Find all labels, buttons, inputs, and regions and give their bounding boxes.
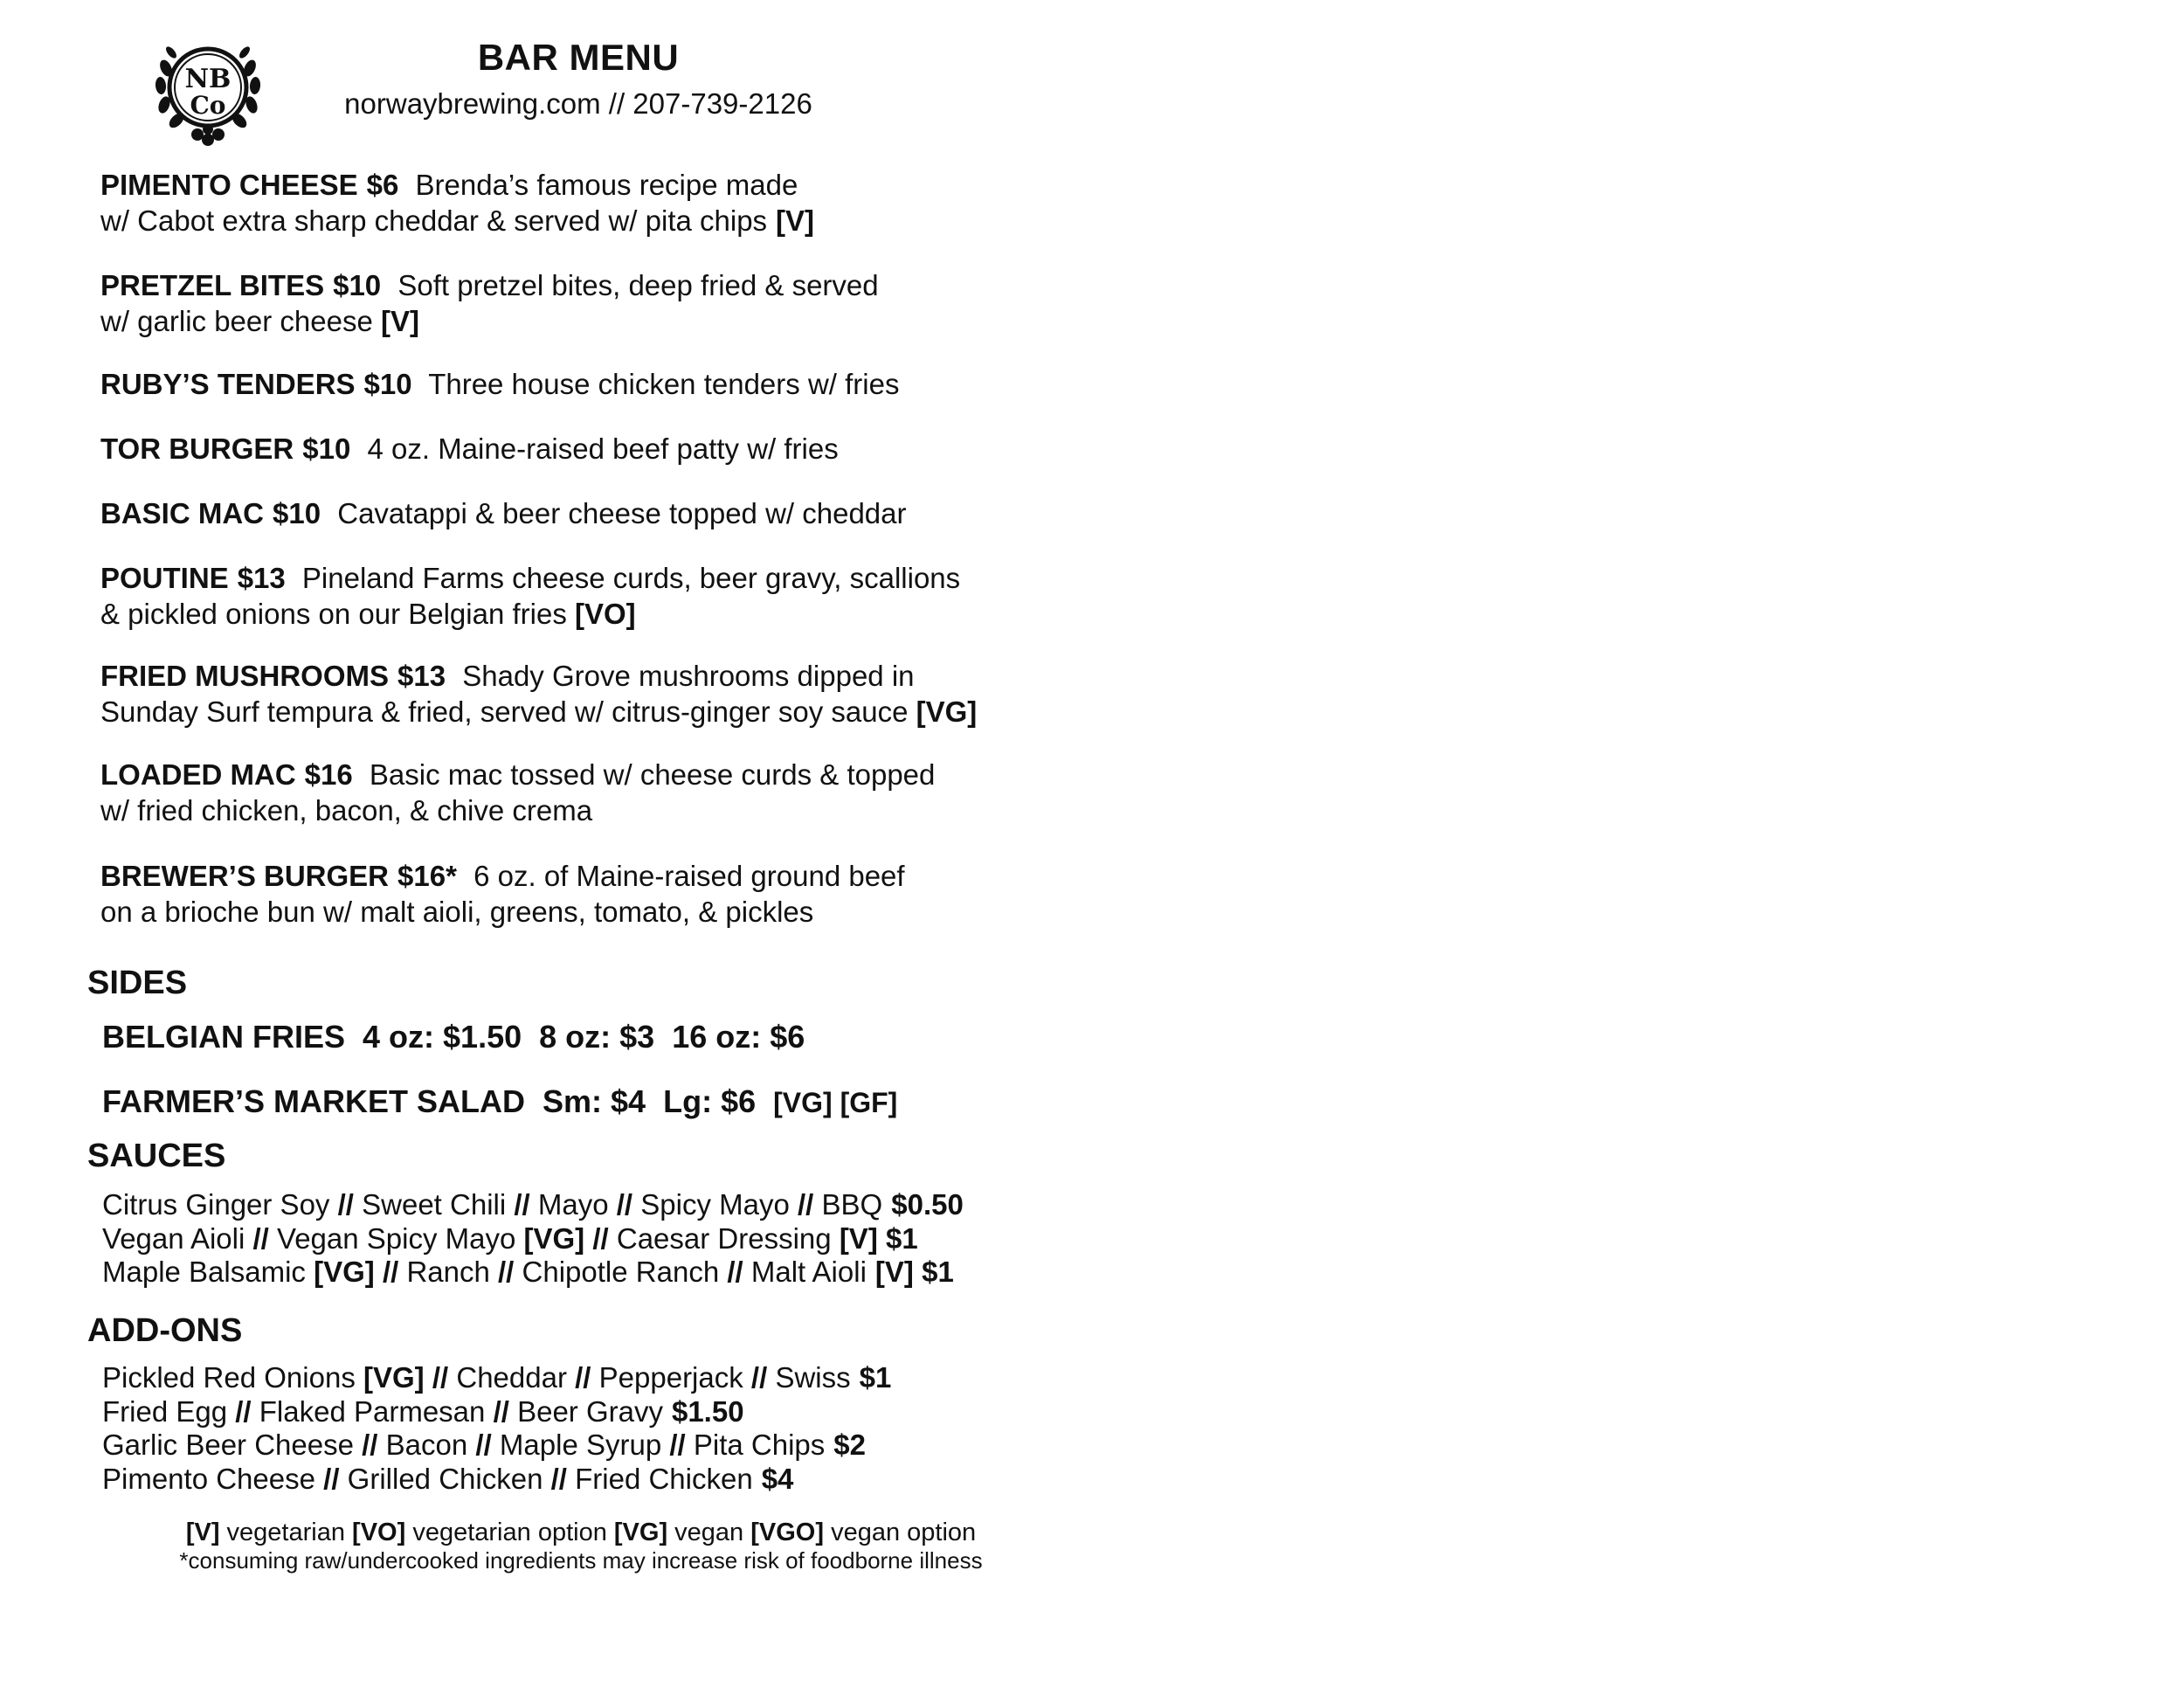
item-name: BREWER’S BURGER [100, 860, 390, 892]
menu-item [100, 267, 1105, 339]
diet-tag: [VG] [916, 695, 978, 728]
menu-item [100, 167, 1105, 239]
sauces-list [102, 1188, 1107, 1290]
item-price: $13 [397, 660, 446, 692]
sauces-heading: SAUCES [87, 1138, 226, 1174]
item-description: Cavatappi & beer cheese topped w/ cheddar [337, 497, 907, 529]
item-name: BASIC MAC [100, 497, 264, 529]
list-item: Garlic Beer Cheese // Bacon // Maple Syrup // Pita Chips $2 [102, 1429, 866, 1461]
list-item: Pimento Cheese // Grilled Chicken // Fried Chicken $4 [102, 1462, 794, 1495]
addon-price: $1 [859, 1361, 892, 1394]
item-description: 4 oz. Maine-raised beef patty w/ fries [367, 432, 839, 465]
diet-legend: [V] vegetarian [VO] vegetarian option [VG] vegan [VGO] vegan option *consuming raw/undercooked ingredients may increase risk of foodborne illness [122, 1519, 1040, 1574]
side-item [102, 1019, 805, 1055]
item-description: Soft pretzel bites, deep fried & served [397, 269, 879, 301]
health-disclaimer: *consuming raw/undercooked ingredients may increase risk of foodborne illness [179, 1547, 983, 1574]
item-description: Basic mac tossed w/ cheese curds & topped [369, 758, 936, 791]
item-price: $16 [304, 758, 353, 791]
item-name: PIMENTO CHEESE [100, 169, 358, 201]
logo-monogram-top: NB [184, 64, 232, 94]
item-description: w/ garlic beer cheese [100, 305, 373, 337]
item-description: & pickled onions on our Belgian fries [100, 598, 567, 630]
list-item: Fried Egg // Flaked Parmesan // Beer Gravy $1.50 [102, 1394, 744, 1428]
item-price: $13 [237, 562, 286, 594]
item-price: $10 [333, 269, 382, 301]
side-price: 16 oz: $6 [672, 1019, 805, 1055]
list-item: Maple Balsamic [VG] // Ranch // Chipotle Ranch // Malt Aioli [V] $1 [102, 1256, 954, 1288]
sauce-price: $0.50 [891, 1188, 964, 1221]
side-price: 8 oz: $3 [539, 1019, 655, 1055]
diet-tag: [V] [381, 305, 419, 337]
item-name: POUTINE [100, 562, 229, 594]
logo-monogram-bottom: Co [190, 91, 226, 120]
contact-info: norwaybrewing.com // 207-739-2126 [344, 87, 812, 120]
item-description: Brenda’s famous recipe made [415, 169, 798, 201]
brewery-logo [147, 33, 269, 147]
item-price: $6 [366, 169, 399, 201]
item-price: $10 [302, 432, 351, 465]
menu-item [100, 757, 1105, 828]
side-name: FARMER’S MARKET SALAD [102, 1083, 525, 1119]
addons-heading: ADD-ONS [87, 1312, 243, 1349]
menu-item [100, 560, 1105, 632]
diet-tag: [V] [776, 204, 815, 237]
menu-item [100, 658, 1105, 730]
list-item: Pickled Red Onions [VG] // Cheddar // Pepperjack // Swiss $1 [102, 1361, 892, 1394]
menu-item [100, 858, 1105, 930]
side-price: Sm: $4 [543, 1083, 646, 1119]
item-name: TOR BURGER [100, 432, 294, 465]
item-price: $10 [363, 368, 412, 400]
list-item: Vegan Aioli // Vegan Spicy Mayo [VG] // Caesar Dressing [V] $1 [102, 1221, 918, 1255]
item-description: Shady Grove mushrooms dipped in [462, 660, 915, 692]
item-name: LOADED MAC [100, 758, 296, 791]
item-price: $16* [397, 860, 457, 892]
item-name: RUBY’S TENDERS [100, 368, 356, 400]
item-description: w/ fried chicken, bacon, & chive crema [100, 794, 593, 827]
sauce-price: $1 [885, 1221, 918, 1255]
item-description: Pineland Farms cheese curds, beer gravy, scallions [301, 562, 961, 594]
list-item: Citrus Ginger Soy // Sweet Chili // Mayo // Spicy Mayo // BBQ $0.50 [102, 1188, 964, 1221]
side-price: 4 oz: $1.50 [363, 1019, 522, 1055]
addon-price: $2 [833, 1429, 866, 1461]
item-price: $10 [273, 497, 321, 529]
item-description: w/ Cabot extra sharp cheddar & served w/ pita chips [100, 204, 768, 237]
sides-heading: SIDES [87, 965, 188, 1001]
item-name: PRETZEL BITES [100, 269, 325, 301]
menu-item [100, 366, 1105, 402]
diet-tag: [VO] [575, 598, 636, 630]
diet-tag: [VG] [GF] [773, 1087, 898, 1118]
side-name: BELGIAN FRIES [102, 1019, 346, 1055]
item-description: Sunday Surf tempura & fried, served w/ citrus-ginger soy sauce [100, 695, 909, 728]
sauce-price: $1 [922, 1256, 954, 1288]
item-name: FRIED MUSHROOMS [100, 660, 389, 692]
item-description: Three house chicken tenders w/ fries [428, 368, 900, 400]
page-title: BAR MENU [477, 37, 680, 78]
menu-item [100, 431, 1105, 467]
addons-list [102, 1361, 1107, 1496]
side-price: Lg: $6 [663, 1083, 757, 1119]
side-item [102, 1083, 897, 1120]
addon-price: $4 [761, 1462, 794, 1495]
addon-price: $1.50 [671, 1394, 744, 1428]
menu-item [100, 495, 1105, 531]
item-description: on a brioche bun w/ malt aioli, greens, tomato, & pickles [100, 896, 814, 928]
item-description: 6 oz. of Maine-raised ground beef [473, 860, 905, 892]
